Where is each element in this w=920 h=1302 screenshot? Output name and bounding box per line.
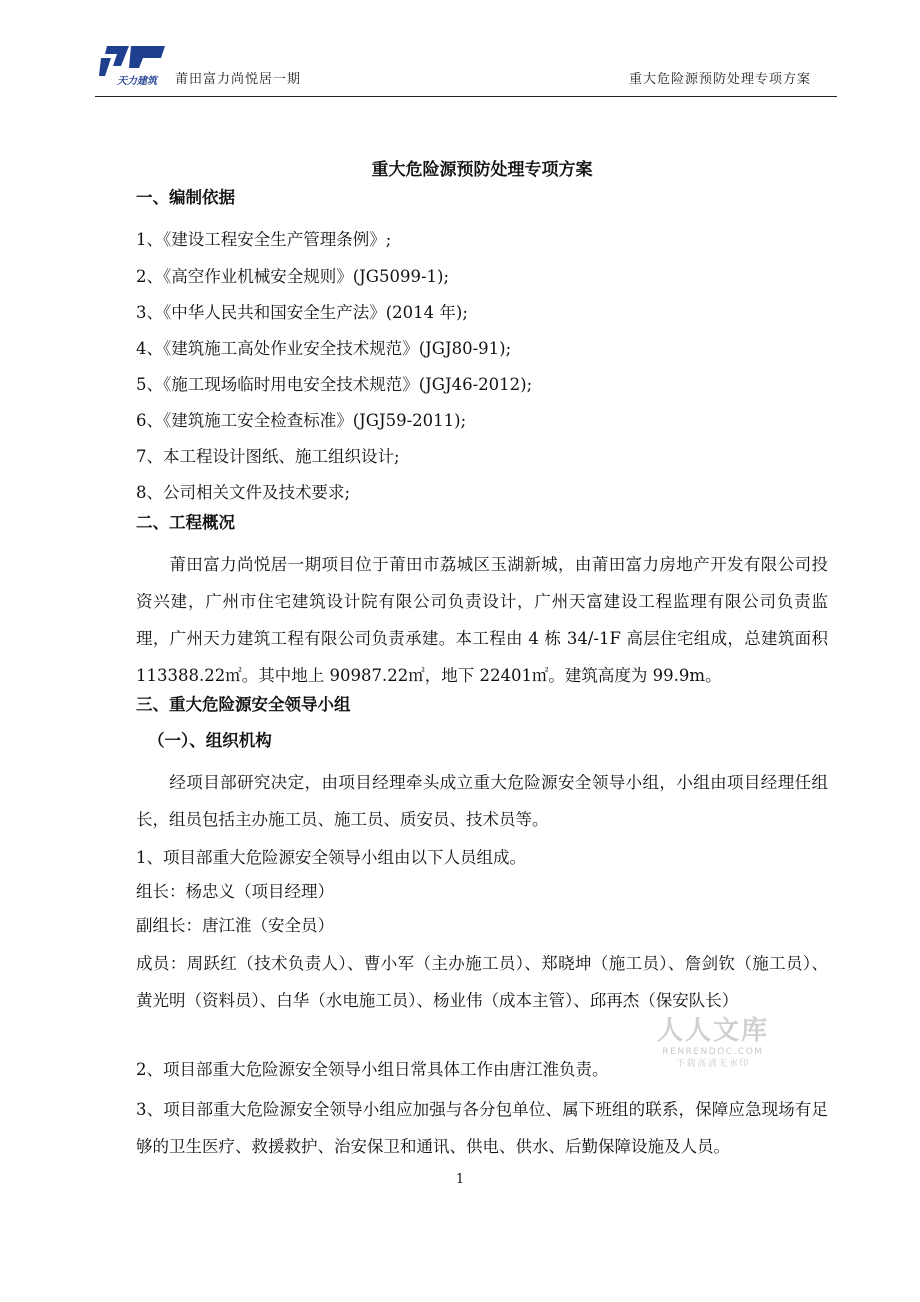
company-logo bbox=[99, 44, 169, 90]
basis-item-4: 4、《建筑施工高处作业安全技术规范》(JGJ80-91); bbox=[136, 339, 512, 358]
group-item-3: 3、项目部重大危险源安全领导小组应加强与各分包单位、属下班组的联系，保障应急现场有足够的卫生医疗、救援救护、治安保卫和通讯、供电、供水、后勤保障设施及人员。 bbox=[136, 1100, 828, 1156]
group-item-1: 1、项目部重大危险源安全领导小组由以下人员组成。 bbox=[136, 848, 526, 867]
basis-item-8: 8、公司相关文件及技术要求; bbox=[136, 483, 351, 502]
basis-item-7: 7、本工程设计图纸、施工组织设计; bbox=[136, 447, 400, 466]
organization-intro: 经项目部研究决定，由项目经理牵头成立重大危险源安全领导小组，小组由项目经理任组长，组员包括主办施工员、施工员、质安员、技术员等。 bbox=[136, 773, 828, 829]
basis-item-2: 2、《高空作业机械安全规则》(JG5099-1); bbox=[136, 267, 450, 286]
header-project-name: 莆田富力尚悦居一期 bbox=[175, 72, 302, 87]
page-number: 1 bbox=[455, 1172, 465, 1187]
basis-item-1: 1、《建设工程安全生产管理条例》; bbox=[136, 230, 392, 249]
page-header bbox=[95, 40, 837, 98]
svg-text:天力建筑: 天力建筑 bbox=[117, 76, 157, 87]
document-title: 重大危险源预防处理专项方案 bbox=[371, 160, 593, 180]
project-overview-paragraph: 莆田富力尚悦居一期项目位于莆田市荔城区玉湖新城，由莆田富力房地产开发有限公司投资兴建，广州市住宅建筑设计院有限公司负责设计，广州天富建设工程监理有限公司负责监理，广州天力建筑工程有限公司负责承建。本工程由 4 栋 34/-1F 高层住宅组成，总建筑面积 113388.22㎡。其中地上 90987.22㎡，地下 22401㎡。建筑高度为 99.9m。 bbox=[136, 555, 828, 685]
basis-item-6: 6、《建筑施工安全检查标准》(JGJ59-2011); bbox=[136, 411, 467, 430]
group-members: 成员：周跃红（技术负责人）、曹小军（主办施工员）、郑晓坤（施工员）、詹剑钦（施工员）、黄光明（资料员）、白华（水电施工员）、杨业伟（成本主管）、邱再杰（保安队长） bbox=[136, 954, 828, 1010]
section3-heading: 三、重大危险源安全领导小组 bbox=[136, 695, 351, 714]
group-deputy-leader: 副组长：唐江淮（安全员） bbox=[136, 916, 334, 935]
watermark-title: 人人文库 bbox=[656, 1016, 769, 1046]
basis-item-5: 5、《施工现场临时用电安全技术规范》(JGJ46-2012); bbox=[136, 375, 533, 394]
header-divider bbox=[95, 96, 837, 97]
section1-heading: 一、编制依据 bbox=[136, 188, 235, 207]
header-document-title: 重大危险源预防处理专项方案 bbox=[628, 72, 811, 87]
watermark bbox=[648, 1016, 778, 1070]
watermark-domain: RENRENDOC.COM bbox=[662, 1047, 764, 1057]
section2-heading: 二、工程概况 bbox=[136, 513, 235, 532]
organization-subheading: （一）、组织机构 bbox=[148, 731, 272, 750]
watermark-slogan: 下载高清无水印 bbox=[676, 1059, 750, 1069]
group-item-2: 2、项目部重大危险源安全领导小组日常具体工作由唐江淮负责。 bbox=[136, 1060, 609, 1079]
group-leader: 组长：杨忠义（项目经理） bbox=[136, 882, 334, 901]
basis-item-3: 3、《中华人民共和国安全生产法》(2014 年); bbox=[136, 303, 468, 322]
